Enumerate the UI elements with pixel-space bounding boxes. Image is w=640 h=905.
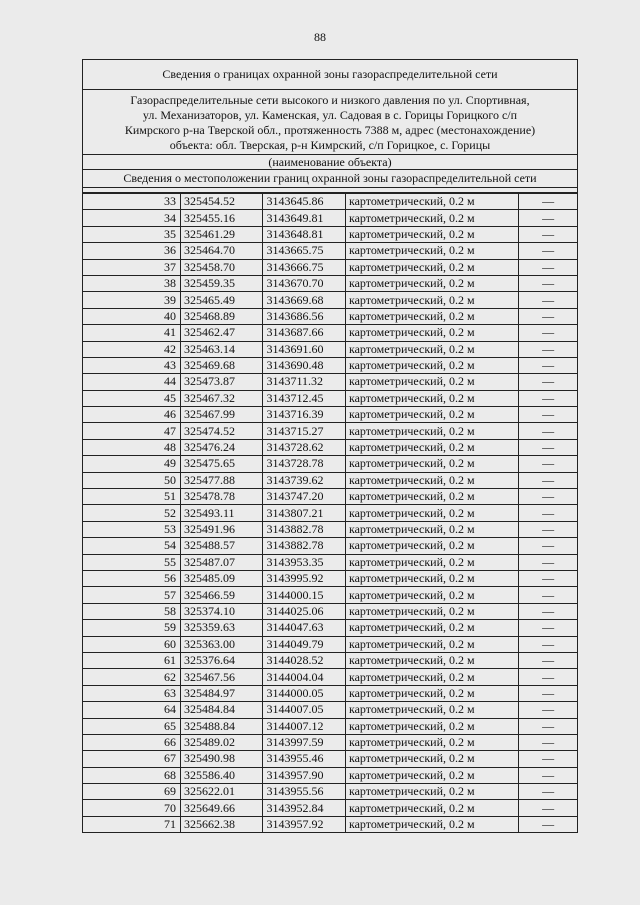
point-number-cell: 65 (83, 718, 180, 734)
coordinate-x-cell: 325586.40 (180, 767, 263, 783)
point-number-cell: 53 (83, 521, 180, 537)
description-cell: — (519, 439, 577, 455)
coordinate-y-cell: 3144025.06 (263, 603, 346, 619)
boundary-info-form (82, 59, 578, 833)
description-cell: — (519, 390, 577, 406)
description-cell: — (519, 357, 577, 373)
point-number-cell: 70 (83, 800, 180, 816)
description-cell: — (519, 489, 577, 505)
method-accuracy-cell: картометрический, 0.2 м (345, 308, 518, 324)
point-number-cell: 69 (83, 784, 180, 800)
coordinate-y-cell: 3144028.52 (263, 652, 346, 668)
description-cell: — (519, 538, 577, 554)
point-number-cell: 54 (83, 538, 180, 554)
method-accuracy-cell: картометрический, 0.2 м (345, 521, 518, 537)
point-number-cell: 40 (83, 308, 180, 324)
point-number-cell: 57 (83, 587, 180, 603)
method-accuracy-cell: картометрический, 0.2 м (345, 816, 518, 832)
object-line: Газораспределительные сети высокого и низкого давления по ул. Спортивная, (130, 93, 530, 107)
table-row (83, 390, 577, 406)
point-number-cell: 51 (83, 489, 180, 505)
coordinate-x-cell: 325662.38 (180, 816, 263, 832)
coordinate-x-cell: 325484.84 (180, 702, 263, 718)
coordinate-x-cell: 325463.14 (180, 341, 263, 357)
coordinate-x-cell: 325476.24 (180, 439, 263, 455)
coordinate-y-cell: 3143716.39 (263, 407, 346, 423)
point-number-cell: 52 (83, 505, 180, 521)
table-row (83, 587, 577, 603)
table-row (83, 456, 577, 472)
table-row (83, 538, 577, 554)
coordinate-y-cell: 3143997.59 (263, 734, 346, 750)
object-line: Кимрского р-на Тверской обл., протяженность 7388 м, адрес (местонахождение) (124, 123, 536, 137)
table-row (83, 374, 577, 390)
coordinate-x-cell: 325462.47 (180, 325, 263, 341)
coordinate-x-cell: 325363.00 (180, 636, 263, 652)
table-row (83, 767, 577, 783)
table-row (83, 521, 577, 537)
table-row (83, 423, 577, 439)
coordinate-y-cell: 3143882.78 (263, 538, 346, 554)
method-accuracy-cell: картометрический, 0.2 м (345, 325, 518, 341)
coordinate-y-cell: 3143715.27 (263, 423, 346, 439)
description-cell: — (519, 292, 577, 308)
coordinate-x-cell: 325467.56 (180, 669, 263, 685)
method-accuracy-cell: картометрический, 0.2 м (345, 669, 518, 685)
point-number-cell: 58 (83, 603, 180, 619)
table-row (83, 636, 577, 652)
method-accuracy-cell: картометрический, 0.2 м (345, 226, 518, 242)
method-accuracy-cell: картометрический, 0.2 м (345, 800, 518, 816)
coordinate-x-cell: 325374.10 (180, 603, 263, 619)
table-row (83, 751, 577, 767)
coordinate-x-cell: 325487.07 (180, 554, 263, 570)
method-accuracy-cell: картометрический, 0.2 м (345, 407, 518, 423)
coordinate-x-cell: 325473.87 (180, 374, 263, 390)
coordinate-y-cell: 3143645.86 (263, 194, 346, 210)
description-cell: — (519, 194, 577, 210)
table-row (83, 685, 577, 701)
description-cell: — (519, 636, 577, 652)
table-row (83, 734, 577, 750)
method-accuracy-cell: картометрический, 0.2 м (345, 439, 518, 455)
description-cell: — (519, 702, 577, 718)
coordinate-y-cell: 3143953.35 (263, 554, 346, 570)
point-number-cell: 62 (83, 669, 180, 685)
coordinate-y-cell: 3143665.75 (263, 243, 346, 259)
coordinate-x-cell: 325454.52 (180, 194, 263, 210)
point-number-cell: 46 (83, 407, 180, 423)
description-cell: — (519, 570, 577, 586)
method-accuracy-cell: картометрический, 0.2 м (345, 538, 518, 554)
point-number-cell: 42 (83, 341, 180, 357)
coordinate-x-cell: 325461.29 (180, 226, 263, 242)
method-accuracy-cell: картометрический, 0.2 м (345, 702, 518, 718)
description-cell: — (519, 423, 577, 439)
point-number-cell: 61 (83, 652, 180, 668)
coordinate-y-cell: 3143995.92 (263, 570, 346, 586)
coordinate-y-cell: 3143728.78 (263, 456, 346, 472)
point-number-cell: 47 (83, 423, 180, 439)
coordinate-x-cell: 325459.35 (180, 275, 263, 291)
method-accuracy-cell: картометрический, 0.2 м (345, 751, 518, 767)
point-number-cell: 43 (83, 357, 180, 373)
object-description (83, 90, 577, 155)
coordinate-x-cell: 325488.84 (180, 718, 263, 734)
coordinate-y-cell: 3144000.15 (263, 587, 346, 603)
coordinate-x-cell: 325622.01 (180, 784, 263, 800)
method-accuracy-cell: картометрический, 0.2 м (345, 603, 518, 619)
coordinate-y-cell: 3143690.48 (263, 357, 346, 373)
method-accuracy-cell: картометрический, 0.2 м (345, 620, 518, 636)
coordinate-y-cell: 3143691.60 (263, 341, 346, 357)
table-row (83, 308, 577, 324)
table-row (83, 292, 577, 308)
method-accuracy-cell: картометрический, 0.2 м (345, 292, 518, 308)
coordinate-x-cell: 325485.09 (180, 570, 263, 586)
description-cell: — (519, 341, 577, 357)
coordinate-x-cell: 325493.11 (180, 505, 263, 521)
method-accuracy-cell: картометрический, 0.2 м (345, 374, 518, 390)
table-row (83, 652, 577, 668)
coordinate-y-cell: 3144047.63 (263, 620, 346, 636)
coordinate-y-cell: 3143711.32 (263, 374, 346, 390)
point-number-cell: 44 (83, 374, 180, 390)
method-accuracy-cell: картометрический, 0.2 м (345, 194, 518, 210)
table-row (83, 816, 577, 832)
coordinate-y-cell: 3143670.70 (263, 275, 346, 291)
point-number-cell: 68 (83, 767, 180, 783)
table-row (83, 341, 577, 357)
coordinate-y-cell: 3143728.62 (263, 439, 346, 455)
table-row (83, 226, 577, 242)
point-number-cell: 34 (83, 210, 180, 226)
method-accuracy-cell: картометрический, 0.2 м (345, 718, 518, 734)
description-cell: — (519, 587, 577, 603)
coordinate-x-cell: 325466.59 (180, 587, 263, 603)
point-number-cell: 38 (83, 275, 180, 291)
point-number-cell: 33 (83, 194, 180, 210)
coordinate-y-cell: 3143669.68 (263, 292, 346, 308)
coordinate-y-cell: 3144049.79 (263, 636, 346, 652)
object-line: объекта: обл. Тверская, р-н Кимрский, с/п Горицкое, с. Горицы (169, 138, 491, 152)
location-section-title: Сведения о местоположении границ охранной зоны газораспределительной сети (83, 170, 577, 188)
object-caption: (наименование объекта) (83, 155, 577, 170)
point-number-cell: 49 (83, 456, 180, 472)
point-number-cell: 36 (83, 243, 180, 259)
method-accuracy-cell: картометрический, 0.2 м (345, 767, 518, 783)
coordinate-x-cell: 325475.65 (180, 456, 263, 472)
method-accuracy-cell: картометрический, 0.2 м (345, 357, 518, 373)
coordinate-x-cell: 325376.64 (180, 652, 263, 668)
coordinate-x-cell: 325468.89 (180, 308, 263, 324)
point-number-cell: 50 (83, 472, 180, 488)
coordinate-y-cell: 3144007.12 (263, 718, 346, 734)
method-accuracy-cell: картометрический, 0.2 м (345, 210, 518, 226)
page-number: 88 (314, 30, 326, 44)
coordinate-x-cell: 325467.99 (180, 407, 263, 423)
table-row (83, 259, 577, 275)
description-cell: — (519, 226, 577, 242)
table-row (83, 439, 577, 455)
table-row (83, 243, 577, 259)
point-number-cell: 39 (83, 292, 180, 308)
table-row (83, 570, 577, 586)
description-cell: — (519, 718, 577, 734)
point-number-cell: 63 (83, 685, 180, 701)
description-cell: — (519, 243, 577, 259)
description-cell: — (519, 210, 577, 226)
table-row (83, 554, 577, 570)
method-accuracy-cell: картометрический, 0.2 м (345, 472, 518, 488)
table-row (83, 718, 577, 734)
table-row (83, 702, 577, 718)
coordinate-x-cell: 325359.63 (180, 620, 263, 636)
point-number-cell: 56 (83, 570, 180, 586)
description-cell: — (519, 685, 577, 701)
description-cell: — (519, 816, 577, 832)
table-row (83, 194, 577, 210)
point-number-cell: 35 (83, 226, 180, 242)
table-row (83, 784, 577, 800)
description-cell: — (519, 505, 577, 521)
method-accuracy-cell: картометрический, 0.2 м (345, 505, 518, 521)
method-accuracy-cell: картометрический, 0.2 м (345, 784, 518, 800)
coordinate-x-cell: 325488.57 (180, 538, 263, 554)
description-cell: — (519, 652, 577, 668)
coordinate-y-cell: 3143687.66 (263, 325, 346, 341)
coordinate-x-cell: 325490.98 (180, 751, 263, 767)
method-accuracy-cell: картометрический, 0.2 м (345, 587, 518, 603)
description-cell: — (519, 751, 577, 767)
coordinate-x-cell: 325477.88 (180, 472, 263, 488)
method-accuracy-cell: картометрический, 0.2 м (345, 423, 518, 439)
table-row (83, 275, 577, 291)
form-title: Сведения о границах охранной зоны газораспределительной сети (83, 60, 577, 90)
coordinate-y-cell: 3143955.56 (263, 784, 346, 800)
description-cell: — (519, 407, 577, 423)
point-number-cell: 45 (83, 390, 180, 406)
description-cell: — (519, 800, 577, 816)
method-accuracy-cell: картометрический, 0.2 м (345, 456, 518, 472)
coordinate-y-cell: 3143955.46 (263, 751, 346, 767)
table-row (83, 800, 577, 816)
point-number-cell: 67 (83, 751, 180, 767)
coordinate-y-cell: 3143807.21 (263, 505, 346, 521)
method-accuracy-cell: картометрический, 0.2 м (345, 275, 518, 291)
method-accuracy-cell: картометрический, 0.2 м (345, 570, 518, 586)
description-cell: — (519, 472, 577, 488)
point-number-cell: 71 (83, 816, 180, 832)
point-number-cell: 59 (83, 620, 180, 636)
coordinate-x-cell: 325455.16 (180, 210, 263, 226)
description-cell: — (519, 521, 577, 537)
method-accuracy-cell: картометрический, 0.2 м (345, 685, 518, 701)
method-accuracy-cell: картометрический, 0.2 м (345, 734, 518, 750)
coordinate-y-cell: 3144004.04 (263, 669, 346, 685)
coordinate-y-cell: 3143957.90 (263, 767, 346, 783)
coordinate-x-cell: 325467.32 (180, 390, 263, 406)
coordinate-x-cell: 325649.66 (180, 800, 263, 816)
coordinate-y-cell: 3143649.81 (263, 210, 346, 226)
coordinate-x-cell: 325489.02 (180, 734, 263, 750)
method-accuracy-cell: картометрический, 0.2 м (345, 243, 518, 259)
coordinate-y-cell: 3143747.20 (263, 489, 346, 505)
method-accuracy-cell: картометрический, 0.2 м (345, 554, 518, 570)
coordinate-y-cell: 3144000.05 (263, 685, 346, 701)
coordinate-x-cell: 325465.49 (180, 292, 263, 308)
description-cell: — (519, 275, 577, 291)
coordinates-table (83, 193, 577, 833)
coordinate-y-cell: 3143882.78 (263, 521, 346, 537)
point-number-cell: 64 (83, 702, 180, 718)
coordinate-x-cell: 325469.68 (180, 357, 263, 373)
coordinate-y-cell: 3144007.05 (263, 702, 346, 718)
coordinate-y-cell: 3143712.45 (263, 390, 346, 406)
coordinate-x-cell: 325458.70 (180, 259, 263, 275)
table-row (83, 669, 577, 685)
coordinate-x-cell: 325474.52 (180, 423, 263, 439)
table-row (83, 620, 577, 636)
method-accuracy-cell: картометрический, 0.2 м (345, 652, 518, 668)
coordinate-y-cell: 3143648.81 (263, 226, 346, 242)
description-cell: — (519, 325, 577, 341)
point-number-cell: 48 (83, 439, 180, 455)
coordinate-y-cell: 3143686.56 (263, 308, 346, 324)
method-accuracy-cell: картометрический, 0.2 м (345, 636, 518, 652)
coordinate-y-cell: 3143739.62 (263, 472, 346, 488)
coordinate-x-cell: 325491.96 (180, 521, 263, 537)
coordinate-x-cell: 325478.78 (180, 489, 263, 505)
coordinate-x-cell: 325484.97 (180, 685, 263, 701)
description-cell: — (519, 784, 577, 800)
description-cell: — (519, 374, 577, 390)
table-row (83, 603, 577, 619)
table-row (83, 210, 577, 226)
point-number-cell: 55 (83, 554, 180, 570)
table-row (83, 407, 577, 423)
description-cell: — (519, 554, 577, 570)
table-row (83, 472, 577, 488)
table-row (83, 505, 577, 521)
coordinate-x-cell: 325464.70 (180, 243, 263, 259)
point-number-cell: 41 (83, 325, 180, 341)
description-cell: — (519, 734, 577, 750)
description-cell: — (519, 308, 577, 324)
description-cell: — (519, 669, 577, 685)
coordinate-y-cell: 3143952.84 (263, 800, 346, 816)
description-cell: — (519, 620, 577, 636)
method-accuracy-cell: картометрический, 0.2 м (345, 489, 518, 505)
method-accuracy-cell: картометрический, 0.2 м (345, 259, 518, 275)
coordinate-y-cell: 3143957.92 (263, 816, 346, 832)
coordinate-y-cell: 3143666.75 (263, 259, 346, 275)
point-number-cell: 37 (83, 259, 180, 275)
description-cell: — (519, 767, 577, 783)
description-cell: — (519, 603, 577, 619)
description-cell: — (519, 456, 577, 472)
method-accuracy-cell: картометрический, 0.2 м (345, 390, 518, 406)
method-accuracy-cell: картометрический, 0.2 м (345, 341, 518, 357)
description-cell: — (519, 259, 577, 275)
object-line: ул. Механизаторов, ул. Каменская, ул. Садовая в с. Горицы Горицкого с/п (142, 108, 518, 122)
table-row (83, 489, 577, 505)
table-row (83, 325, 577, 341)
table-row (83, 357, 577, 373)
point-number-cell: 66 (83, 734, 180, 750)
point-number-cell: 60 (83, 636, 180, 652)
